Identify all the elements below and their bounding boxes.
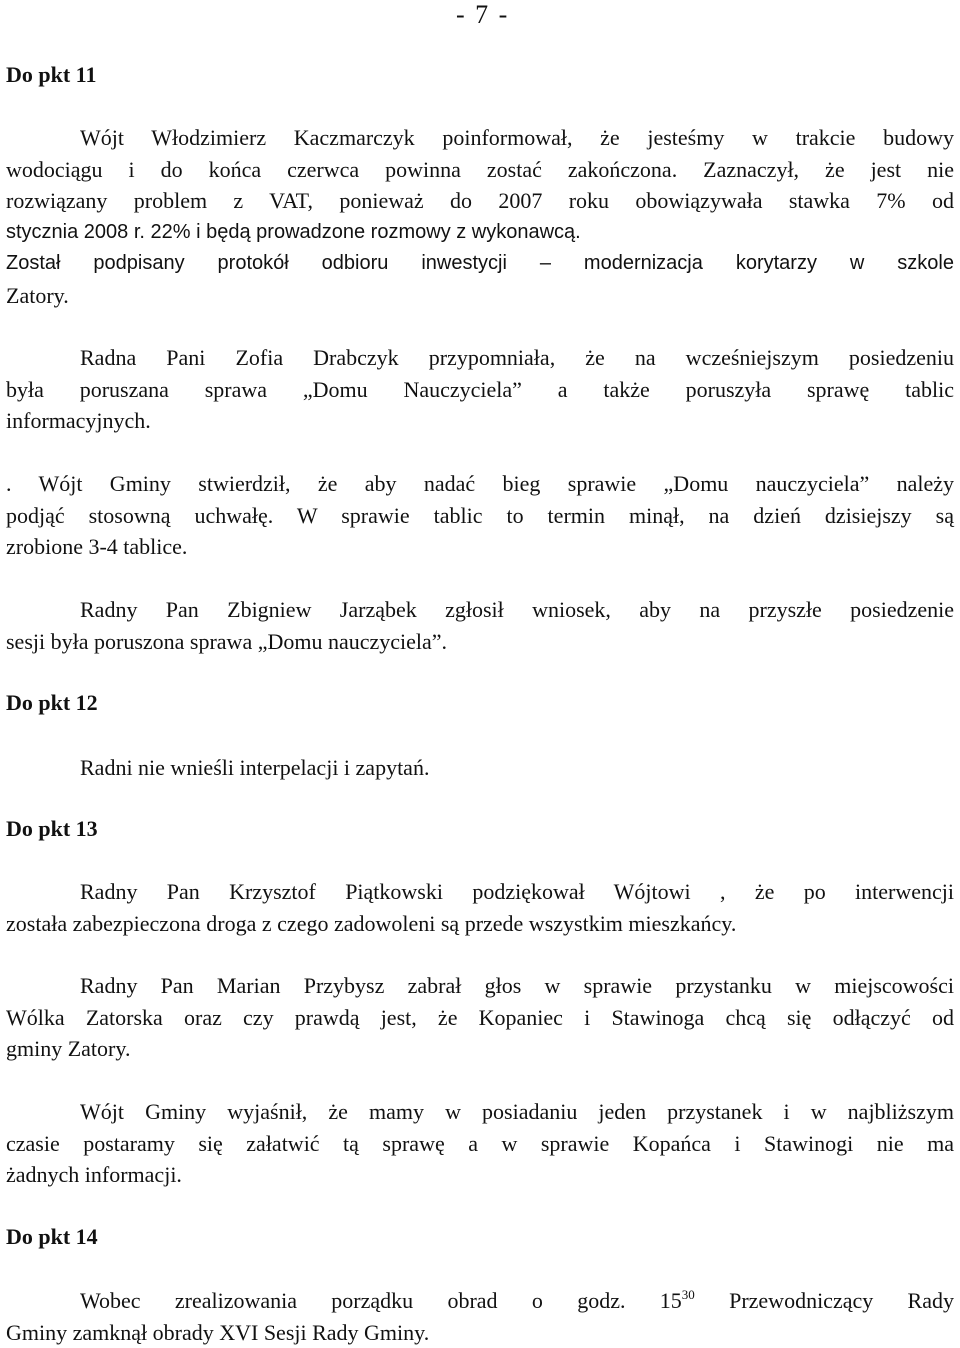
text-line: Radni nie wnieśli interpelacji i zapytań. <box>6 752 954 784</box>
text-line: Zatory. <box>6 280 954 312</box>
section-heading-pkt-12: Do pkt 12 <box>6 688 98 718</box>
time-superscript: 30 <box>682 1287 695 1302</box>
page-number: - 7 - <box>456 0 509 30</box>
text-line: Radny Pan Zbigniew Jarząbek zgłosił wniosek, aby na przyszłe posiedzenie <box>6 594 954 626</box>
paragraph-jarzabek <box>6 594 954 657</box>
text-line: Został podpisany protokół odbioru inwestycji – modernizacja korytarzy w szkole <box>6 248 954 280</box>
text-line: była poruszana sprawa „Domu Nauczyciela” a także poruszyła sprawę tablic <box>6 374 954 406</box>
paragraph-wojt-dom-nauczyciela <box>6 468 954 563</box>
section-heading-pkt-14: Do pkt 14 <box>6 1222 98 1252</box>
text-line: podjąć stosowną uchwałę. W sprawie tablic to termin minął, na dzień dzisiejszy są <box>6 500 954 532</box>
text-line: stycznia 2008 r. 22% i będą prowadzone rozmowy z wykonawcą. <box>6 217 954 249</box>
text-line: informacyjnych. <box>6 405 954 437</box>
paragraph-interpelacje <box>6 752 954 784</box>
text-line: rozwiązany problem z VAT, ponieważ do 2007 roku obowiązywała stawka 7% od <box>6 185 954 217</box>
text-line: Radny Pan Marian Przybysz zabrał głos w sprawie przystanku w miejscowości <box>6 970 954 1002</box>
text-line: gminy Zatory. <box>6 1033 954 1065</box>
paragraph-zamkniecie-obrad <box>6 1285 954 1348</box>
text-line: zrobione 3-4 tablice. <box>6 531 954 563</box>
section-heading-pkt-11: Do pkt 11 <box>6 60 96 90</box>
text-line: Wólka Zatorska oraz czy prawdą jest, że Kopaniec i Stawinoga chcą się odłączyć od <box>6 1002 954 1034</box>
text-line: została zabezpieczona droga z czego zadowoleni są przede wszystkim mieszkańcy. <box>6 908 954 940</box>
text-line: Gminy zamknął obrady XVI Sesji Rady Gminy. <box>6 1317 954 1348</box>
text-line: czasie postaramy się załatwić tą sprawę a w sprawie Kopańca i Stawinogi nie ma <box>6 1128 954 1160</box>
paragraph-wojt-przystanek <box>6 1096 954 1191</box>
paragraph-wojt-wodociag <box>6 122 954 311</box>
paragraph-piatkowski <box>6 876 954 939</box>
text-line: Wójt Włodzimierz Kaczmarczyk poinformował, że jesteśmy w trakcie budowy <box>6 122 954 154</box>
text-line: . Wójt Gminy stwierdził, że aby nadać bieg sprawie „Domu nauczyciela” należy <box>6 468 954 500</box>
text-line: żadnych informacji. <box>6 1159 954 1191</box>
paragraph-przybysz <box>6 970 954 1065</box>
text-line: Radna Pani Zofia Drabczyk przypomniała, że na wcześniejszym posiedzeniu <box>6 342 954 374</box>
text-line: Wobec zrealizowania porządku obrad o godz. $15^{30}$ Przewodniczący Rady <box>6 1285 954 1317</box>
text-line: Wójt Gminy wyjaśnił, że mamy w posiadaniu jeden przystanek i w najbliższym <box>6 1096 954 1128</box>
paragraph-drabczyk <box>6 342 954 437</box>
text-line: wodociągu i do końca czerwca powinna zostać zakończona. Zaznaczył, że jest nie <box>6 154 954 186</box>
text-line: Radny Pan Krzysztof Piątkowski podziękował Wójtowi , że po interwencji <box>6 876 954 908</box>
text-line: sesji była poruszona sprawa „Domu nauczyciela”. <box>6 626 954 658</box>
section-heading-pkt-13: Do pkt 13 <box>6 814 98 844</box>
